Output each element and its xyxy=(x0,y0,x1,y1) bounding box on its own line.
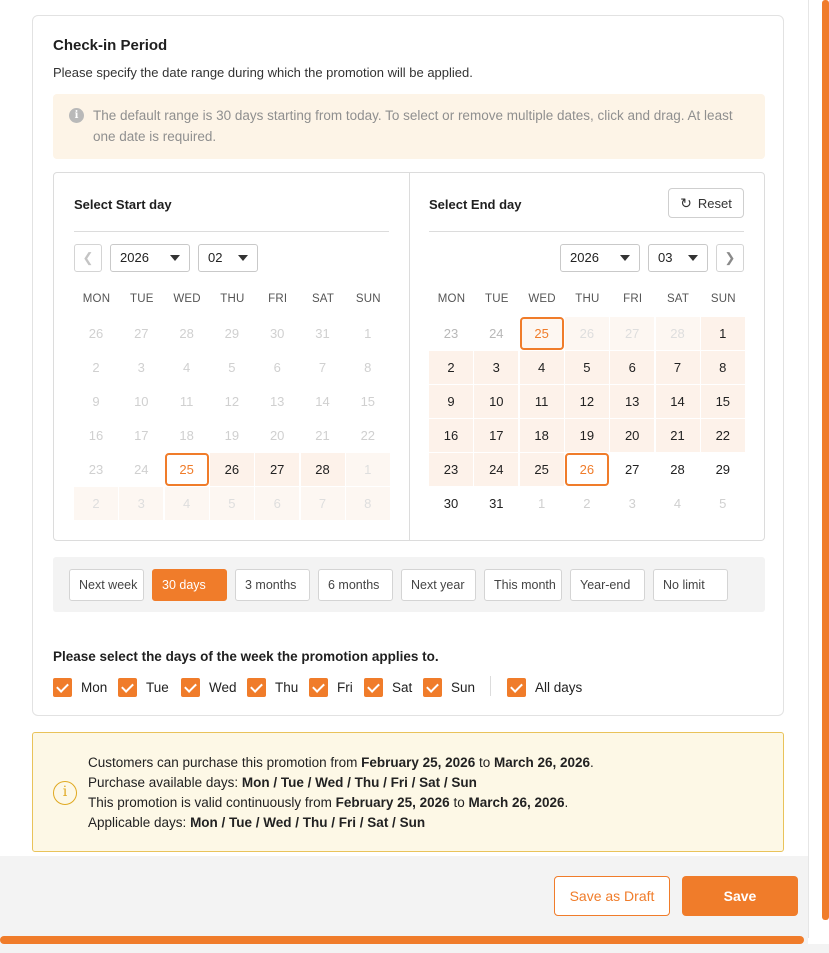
start-month-select[interactable]: 02 xyxy=(198,244,258,272)
calendar-day[interactable]: 10 xyxy=(474,385,518,418)
summary-line-purchase-days: Purchase available days: Mon / Tue / Wed / Thu / Fri / Sat / Sun xyxy=(88,775,477,790)
checkmark-icon xyxy=(364,678,383,697)
calendar-day[interactable]: 8 xyxy=(701,351,745,384)
calendar-day[interactable]: 1 xyxy=(364,326,372,341)
calendar-day[interactable]: 23 xyxy=(443,326,459,341)
calendar-day[interactable]: 3 xyxy=(119,487,163,520)
caret-down-icon xyxy=(170,255,180,261)
end-calendar-rule xyxy=(429,231,744,232)
weekday-header: SUN xyxy=(710,293,736,305)
calendar-day[interactable]: 31 xyxy=(489,496,504,511)
calendar-divider xyxy=(409,173,410,540)
checkmark-icon xyxy=(181,678,200,697)
calendar-day[interactable]: 10 xyxy=(134,394,149,409)
vertical-scrollbar-thumb[interactable] xyxy=(822,0,829,920)
calendar-day[interactable]: 17 xyxy=(474,419,518,452)
calendar-day[interactable]: 2 xyxy=(74,487,118,520)
summary-line-applicable-days: Applicable days: Mon / Tue / Wed / Thu / Fri / Sat / Sun xyxy=(88,815,426,830)
calendar-day[interactable]: 6 xyxy=(255,487,299,520)
calendar-day[interactable]: 15 xyxy=(701,385,745,418)
calendar-day[interactable]: 26 xyxy=(565,317,609,350)
default-range-notice xyxy=(53,94,765,159)
weekdays-title: Please select the days of the week the promotion applies to. xyxy=(53,649,439,664)
calendar-day[interactable]: 30 xyxy=(443,496,459,511)
reset-button[interactable]: ↻ Reset xyxy=(668,188,744,218)
calendar-day[interactable]: 4 xyxy=(673,496,682,511)
calendar-day[interactable]: 21 xyxy=(315,428,330,443)
caret-down-icon xyxy=(238,255,248,261)
weekday-header: WED xyxy=(528,293,556,305)
calendar-day[interactable]: 24 xyxy=(134,462,149,477)
calendar-day[interactable]: 8 xyxy=(364,360,372,375)
checkbox-sat[interactable] xyxy=(364,677,412,697)
checkbox-all-days[interactable]: All days xyxy=(507,677,582,697)
section-title: Check-in Period xyxy=(53,37,168,54)
calendar-day[interactable]: 7 xyxy=(318,360,327,375)
notice-text: The default range is 30 days starting from today. To select or remove multiple dates, click and drag. At least one date is required. xyxy=(93,108,733,144)
checkbox-tue[interactable] xyxy=(118,677,169,697)
checkbox-label: Fri xyxy=(337,679,353,695)
weekday-header: FRI xyxy=(623,293,643,305)
checkbox-wed[interactable] xyxy=(181,677,237,697)
calendar-day[interactable]: 12 xyxy=(224,394,240,409)
prev-month-button[interactable] xyxy=(74,244,102,272)
calendar-day[interactable]: 3 xyxy=(137,360,145,375)
calendar-day[interactable]: 3 xyxy=(628,496,636,511)
refresh-icon: ↻ xyxy=(680,195,692,211)
weekday-header: SAT xyxy=(311,293,335,305)
calendar-day[interactable]: 24 xyxy=(474,453,518,486)
checkin-period-card xyxy=(32,15,784,716)
checkbox-label: Mon xyxy=(81,679,108,695)
section-description: Please specify the date range during which the promotion will be applied. xyxy=(53,65,473,80)
calendar-day[interactable]: 5 xyxy=(228,360,236,375)
calendar-day[interactable]: 21 xyxy=(656,419,700,452)
calendar-day[interactable]: 25 xyxy=(520,453,564,486)
calendar-day[interactable]: 4 xyxy=(165,487,209,520)
calendar-day[interactable]: 4 xyxy=(182,360,191,375)
preset-button[interactable]: This month xyxy=(484,569,562,601)
checkbox-mon[interactable] xyxy=(53,677,107,697)
preset-button[interactable]: Next week xyxy=(69,569,144,601)
next-month-button[interactable] xyxy=(716,244,744,272)
calendar-day[interactable]: 23 xyxy=(88,462,104,477)
calendar-day[interactable]: 13 xyxy=(610,385,654,418)
calendar-day[interactable]: 26 xyxy=(88,326,104,341)
checkmark-icon xyxy=(423,678,442,697)
calendar-day[interactable]: 9 xyxy=(92,394,100,409)
end-month-select[interactable]: 03 xyxy=(648,244,708,272)
calendar-day[interactable]: 11 xyxy=(520,385,564,418)
weekday-header: WED xyxy=(173,293,201,305)
caret-down-icon xyxy=(688,255,698,261)
weekday-header: TUE xyxy=(484,293,509,305)
weekday-header: SAT xyxy=(666,293,690,305)
date-range-picker xyxy=(53,172,765,541)
horizontal-scrollbar-track xyxy=(0,944,829,953)
calendar-day[interactable]: 3 xyxy=(474,351,518,384)
calendar-day[interactable]: 30 xyxy=(269,326,285,341)
calendar-day[interactable]: 19 xyxy=(565,419,609,452)
calendar-day[interactable]: 4 xyxy=(520,351,564,384)
checkbox-thu[interactable] xyxy=(247,677,298,697)
calendar-day[interactable]: 28 xyxy=(656,317,700,350)
calendar-day[interactable]: 27 xyxy=(610,317,654,350)
chevron-left-icon: ❮ xyxy=(82,250,94,265)
preset-button[interactable]: Next year xyxy=(401,569,476,601)
checkmark-icon xyxy=(118,678,137,697)
checkbox-label: Wed xyxy=(209,679,237,695)
checkmark-icon xyxy=(309,678,328,697)
calendar-day[interactable]: 13 xyxy=(269,394,285,409)
calendar-day[interactable]: 29 xyxy=(715,462,731,477)
calendar-day[interactable]: 5 xyxy=(719,496,727,511)
calendar-day[interactable]: 25 xyxy=(165,453,209,486)
calendar-day[interactable]: 14 xyxy=(315,394,330,409)
weekday-header: MON xyxy=(437,293,466,305)
calendar-day[interactable]: 5 xyxy=(210,487,254,520)
calendar-day[interactable]: 28 xyxy=(670,462,685,477)
calendar-day[interactable]: 31 xyxy=(315,326,330,341)
preset-button[interactable]: 3 months xyxy=(235,569,310,601)
preset-button[interactable]: No limit xyxy=(653,569,728,601)
checkbox-label: Sat xyxy=(392,679,413,695)
calendar-day[interactable]: 20 xyxy=(269,428,285,443)
checkbox-label: Tue xyxy=(146,679,169,695)
calendar-day[interactable]: 2 xyxy=(92,360,100,375)
checkmark-icon xyxy=(247,678,266,697)
horizontal-scrollbar-thumb[interactable] xyxy=(0,936,804,944)
weekday-header: THU xyxy=(575,293,600,305)
summary-line-valid-period: This promotion is valid continuously from February 25, 2026 to March 26, 2026. xyxy=(88,795,569,810)
calendar-day[interactable]: 17 xyxy=(134,428,149,443)
caret-down-icon xyxy=(620,255,630,261)
end-calendar-title: Select End day xyxy=(429,197,522,212)
calendar-day[interactable]: 1 xyxy=(537,496,546,511)
calendar-day[interactable]: 27 xyxy=(255,453,299,486)
info-icon: i xyxy=(69,108,84,123)
calendar-day[interactable]: 7 xyxy=(301,487,345,520)
calendar-day[interactable]: 22 xyxy=(360,428,376,443)
calendar-day[interactable]: 29 xyxy=(224,326,240,341)
weekday-header: THU xyxy=(220,293,245,305)
calendar-day[interactable]: 2 xyxy=(429,351,473,384)
calendar-day[interactable]: 18 xyxy=(520,419,564,452)
save-button[interactable]: Save xyxy=(682,876,798,916)
calendar-day[interactable]: 6 xyxy=(273,360,281,375)
calendar-day[interactable]: 24 xyxy=(489,326,504,341)
weekday-header: MON xyxy=(82,293,111,305)
end-year-select[interactable]: 2026 xyxy=(560,244,640,272)
preset-button[interactable]: Year-end xyxy=(570,569,645,601)
calendar-day[interactable]: 9 xyxy=(429,385,473,418)
calendar-day[interactable]: 6 xyxy=(610,351,654,384)
preset-button[interactable]: 6 months xyxy=(318,569,393,601)
weekday-header: FRI xyxy=(268,293,288,305)
calendar-day[interactable]: 26 xyxy=(565,453,609,486)
calendar-day[interactable]: 7 xyxy=(656,351,700,384)
calendar-day[interactable]: 8 xyxy=(346,487,390,520)
summary-line-purchase-period: Customers can purchase this promotion from February 25, 2026 to March 26, 2026. xyxy=(88,755,594,770)
calendar-day[interactable]: 23 xyxy=(429,453,473,486)
calendar-day[interactable]: 12 xyxy=(565,385,609,418)
checkbox-sun[interactable] xyxy=(423,677,475,697)
calendar-day[interactable]: 16 xyxy=(88,428,104,443)
calendar-day[interactable]: 15 xyxy=(360,394,376,409)
calendar-day[interactable]: 28 xyxy=(179,326,194,341)
calendar-day[interactable]: 14 xyxy=(656,385,700,418)
calendar-day[interactable]: 1 xyxy=(346,453,390,486)
calendar-day[interactable]: 5 xyxy=(565,351,609,384)
start-calendar-title: Select Start day xyxy=(74,197,172,212)
info-icon: i xyxy=(53,781,77,805)
start-year-select[interactable]: 2026 xyxy=(110,244,190,272)
checkbox-label: Sun xyxy=(451,679,476,695)
checkmark-icon xyxy=(53,678,72,697)
range-presets xyxy=(53,557,765,612)
calendar-day[interactable]: 19 xyxy=(224,428,240,443)
calendar-day[interactable]: 16 xyxy=(429,419,473,452)
weekday-header: TUE xyxy=(129,293,154,305)
checkbox-fri[interactable] xyxy=(309,677,353,697)
calendar-day[interactable]: 11 xyxy=(179,394,194,409)
calendar-day[interactable]: 27 xyxy=(134,326,149,341)
calendar-day[interactable]: 25 xyxy=(520,317,564,350)
calendar-day[interactable]: 26 xyxy=(210,453,254,486)
preset-button[interactable]: 30 days xyxy=(152,569,227,601)
calendar-day[interactable]: 1 xyxy=(701,317,745,350)
checkmark-icon xyxy=(507,678,526,697)
calendar-day[interactable]: 28 xyxy=(301,453,345,486)
calendar-day[interactable]: 2 xyxy=(583,496,591,511)
checkbox-separator xyxy=(490,676,491,696)
start-calendar-rule xyxy=(74,231,389,232)
weekday-header: SUN xyxy=(355,293,381,305)
summary-lines xyxy=(88,753,594,833)
save-as-draft-button[interactable]: Save as Draft xyxy=(554,876,670,916)
promotion-summary xyxy=(32,732,784,852)
calendar-day[interactable]: 18 xyxy=(179,428,194,443)
calendar-day[interactable]: 22 xyxy=(701,419,745,452)
calendar-day[interactable]: 27 xyxy=(624,462,640,477)
checkbox-label: Thu xyxy=(275,679,299,695)
chevron-right-icon: ❯ xyxy=(724,250,736,265)
calendar-day[interactable]: 20 xyxy=(610,419,654,452)
